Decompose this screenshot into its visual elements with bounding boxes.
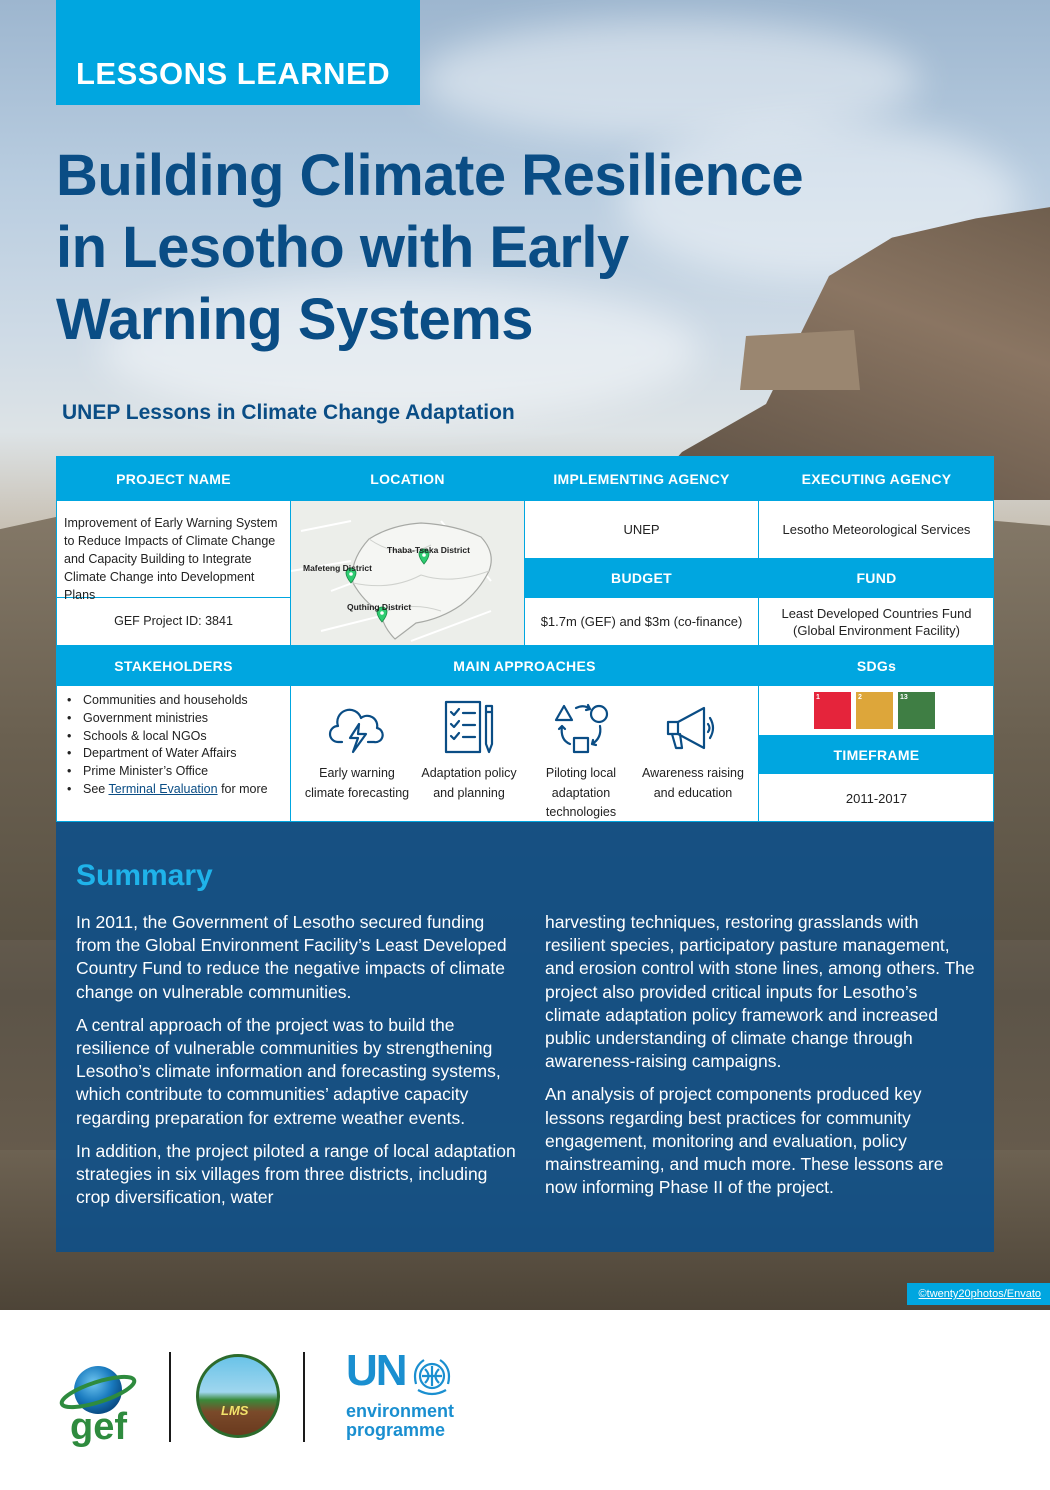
logo-divider — [303, 1352, 305, 1442]
stakeholders-list — [57, 686, 291, 822]
page-subtitle: UNEP Lessons in Climate Change Adaptation — [62, 401, 515, 424]
list-item: • Schools & local NGOs — [65, 728, 290, 746]
map-label-quthing: Quthing District — [347, 602, 412, 612]
project-name-header: PROJECT NAME — [57, 457, 291, 501]
summary-paragraph: In 2011, the Government of Lesotho secured funding from the Global Environment Facility’s Least Developed Country Fund to reduce the negative impacts of climate change on vulnerable communities. — [76, 912, 507, 1002]
terminal-evaluation-link[interactable]: Terminal Evaluation — [108, 781, 218, 796]
approach-label: Adaptation policy and planning — [421, 766, 517, 800]
approach-piloting — [525, 686, 637, 823]
summary-heading: Summary — [76, 859, 213, 892]
un-environment-logo: UN environment programme — [346, 1346, 455, 1440]
summary-column-left — [76, 911, 520, 1219]
lessons-learned-tag: LESSONS LEARNED — [56, 0, 420, 105]
fund-header: FUND — [759, 559, 994, 598]
stakeholders-header: STAKEHOLDERS — [57, 646, 291, 686]
map-label-thaba-tseka: Thaba-Tseka District — [387, 545, 470, 555]
location-map — [291, 501, 525, 646]
approach-early-warning — [301, 686, 413, 803]
approach-label: Early warning climate forecasting — [304, 766, 410, 800]
approach-policy — [413, 686, 525, 803]
location-header: LOCATION — [291, 457, 525, 501]
summary-section — [56, 822, 994, 1252]
project-info-table — [56, 456, 994, 822]
map-label-mafeteng: Mafeteng District — [303, 563, 372, 573]
fund-value: Least Developed Countries Fund (Global Environment Facility) — [759, 598, 994, 646]
implementing-agency-header: IMPLEMENTING AGENCY — [525, 457, 759, 501]
lms-logo: LMS — [196, 1354, 280, 1438]
project-name-value: Improvement of Early Warning System to Reduce Impacts of Climate Change and Capacity Building to Integrate Climate Change into Development Plans — [57, 501, 291, 598]
sdg-13-icon: 13 — [898, 692, 935, 729]
budget-header: BUDGET — [525, 559, 759, 598]
logo-divider — [169, 1352, 171, 1442]
sdg-2-icon: 2 — [856, 692, 893, 729]
list-item: • Department of Water Affairs — [65, 745, 290, 763]
executing-agency-header: EXECUTING AGENCY — [759, 457, 994, 501]
megaphone-icon — [637, 696, 749, 756]
project-id: GEF Project ID: 3841 — [57, 598, 291, 646]
footer-logos — [0, 1310, 1050, 1490]
main-approaches — [291, 686, 759, 822]
sdg-icons — [759, 686, 994, 736]
photo-credit-link[interactable]: ©twenty20photos/Envato — [907, 1283, 1050, 1305]
list-item: • Prime Minister’s Office — [65, 763, 290, 781]
shapes-cycle-icon — [525, 696, 637, 756]
summary-paragraph: An analysis of project components produced key lessons regarding best practices for community engagement, monitoring and evaluation, policy mainstreaming, and much more. These lessons are now informing Phase II of the project. — [545, 1084, 944, 1198]
approach-awareness — [637, 686, 749, 803]
summary-paragraph: A central approach of the project was to build the resilience of vulnerable communities by strengthening Lesotho’s climate information and forecasting systems, which contribute to communities’ adaptive capacity regarding preparation for extreme weather events. — [76, 1014, 501, 1128]
main-approaches-header: MAIN APPROACHES — [291, 646, 759, 686]
sdg-1-icon: 1 — [814, 692, 851, 729]
list-item-see-more: • See Terminal Evaluation for more — [65, 781, 290, 799]
sdgs-header: SDGs — [759, 646, 994, 686]
executing-agency-value: Lesotho Meteorological Services — [759, 501, 994, 559]
approach-label: Piloting local adaptation technologies — [545, 766, 617, 819]
checklist-icon — [413, 696, 525, 756]
gef-logo: gef — [58, 1360, 138, 1450]
page-title: Building Climate Resilience in Lesotho with Early Warning Systems — [56, 143, 804, 352]
list-item: • Government ministries — [65, 710, 290, 728]
list-item: • Communities and households — [65, 692, 290, 710]
summary-paragraph: In addition, the project piloted a range of local adaptation strategies in six villages from three districts, including crop diversification, water — [76, 1140, 516, 1208]
timeframe-value: 2011-2017 — [845, 790, 908, 806]
budget-value: $1.7m (GEF) and $3m (co-finance) — [525, 598, 759, 646]
approach-label: Awareness raising and education — [642, 766, 744, 800]
summary-paragraph: harvesting techniques, restoring grasslands with resilient species, participatory pasture management, and erosion control with stone lines, among others. The project also provided critical inputs for Lesotho’s climate adaptation policy framework and increased public understanding of climate change through awareness-raising campaigns. — [545, 912, 975, 1072]
timeframe-header: TIMEFRAME — [759, 736, 994, 774]
summary-column-right — [545, 911, 975, 1209]
cloud-lightning-icon — [301, 696, 413, 756]
implementing-agency-value: UNEP — [525, 501, 759, 559]
